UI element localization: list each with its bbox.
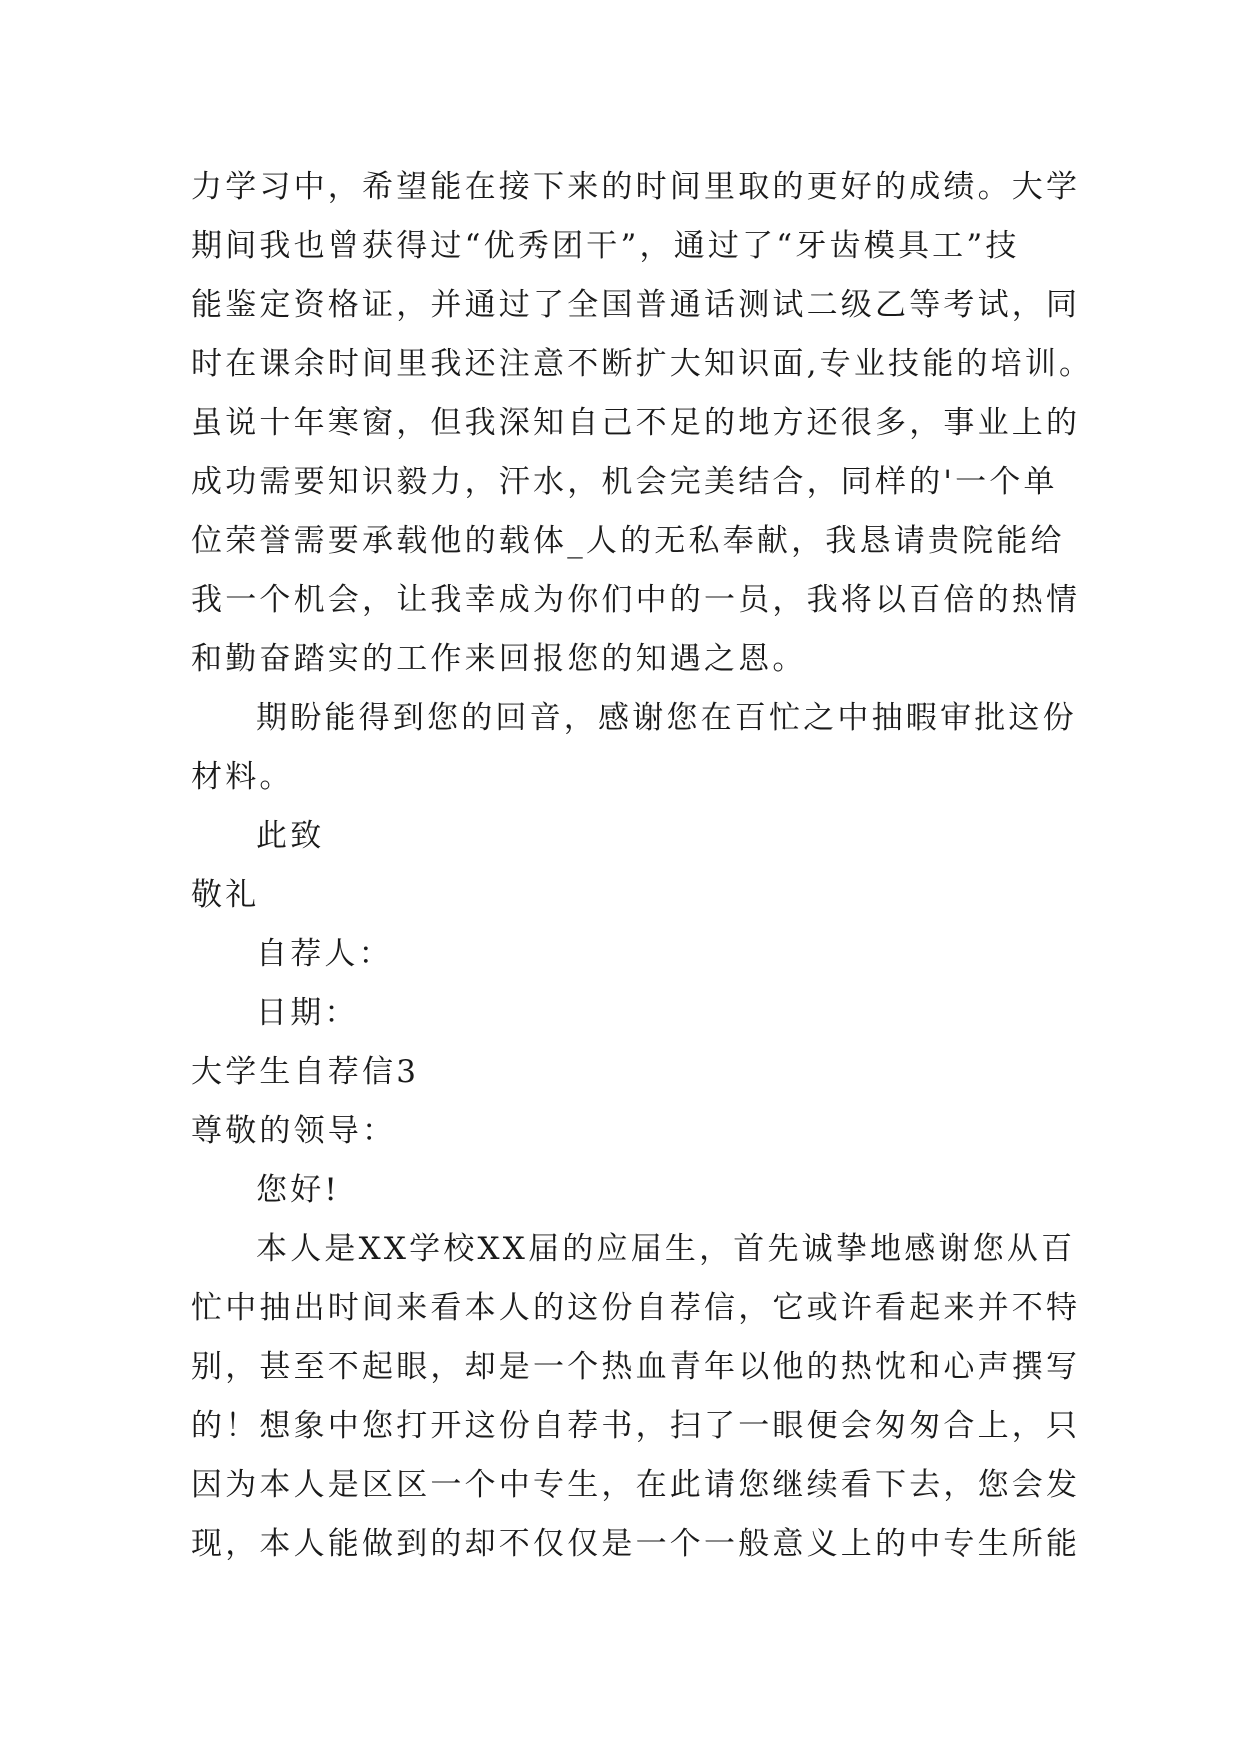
letter-addressee: 尊敬的领导： xyxy=(191,1113,397,1149)
salutation-cizhi: 此致 xyxy=(256,818,325,854)
body-line: 成功需要知识毅力，汗水，机会完美结合，同样的'一个单 xyxy=(191,464,1058,500)
letter-body xyxy=(191,158,1094,1574)
signature-recommender: 自荐人： xyxy=(256,936,393,972)
letter-greeting: 您好! xyxy=(256,1172,341,1208)
section-heading: 大学生自荐信3 xyxy=(191,1054,420,1090)
body-line: 能鉴定资格证，并通过了全国普通话测试二级乙等考试，同 xyxy=(191,287,1081,323)
body-line: 本人是XX学校XX届的应届生，首先诚挚地感谢您从百 xyxy=(256,1231,1076,1267)
signature-date: 日期： xyxy=(256,995,359,1031)
closing-paragraph-line: 期盼能得到您的回音，感谢您在百忙之中抽暇审批这份 xyxy=(256,700,1077,736)
body-line: 忙中抽出时间来看本人的这份自荐信，它或许看起来并不特 xyxy=(191,1290,1081,1326)
body-line: 和勤奋踏实的工作来回报您的知遇之恩。 xyxy=(191,641,807,677)
body-line: 我一个机会，让我幸成为你们中的一员，我将以百倍的热情 xyxy=(191,582,1081,618)
body-line: 现，本人能做到的却不仅仅是一个一般意义上的中专生所能 xyxy=(191,1526,1081,1562)
body-line: 位荣誉需要承载他的载体_人的无私奉献，我恳请贵院能给 xyxy=(191,523,1065,559)
body-line: 力学习中，希望能在接下来的时间里取的更好的成绩。大学 xyxy=(191,169,1081,205)
body-line: 别，甚至不起眼，却是一个热血青年以他的热忱和心声撰写 xyxy=(191,1349,1081,1385)
body-line: 虽说十年寒窗，但我深知自己不足的地方还很多，事业上的 xyxy=(191,405,1081,441)
body-line: 期间我也曾获得过“优秀团干”，通过了“牙齿模具工”技 xyxy=(191,228,1020,264)
closing-paragraph-line: 材料。 xyxy=(191,759,294,795)
body-line: 时在课余时间里我还注意不断扩大知识面,专业技能的培训。 xyxy=(191,346,1094,382)
body-line: 的！想象中您打开这份自荐书，扫了一眼便会匆匆合上，只 xyxy=(191,1408,1081,1444)
body-line: 因为本人是区区一个中专生，在此请您继续看下去，您会发 xyxy=(191,1467,1081,1503)
salutation-jingli: 敬礼 xyxy=(191,877,260,913)
